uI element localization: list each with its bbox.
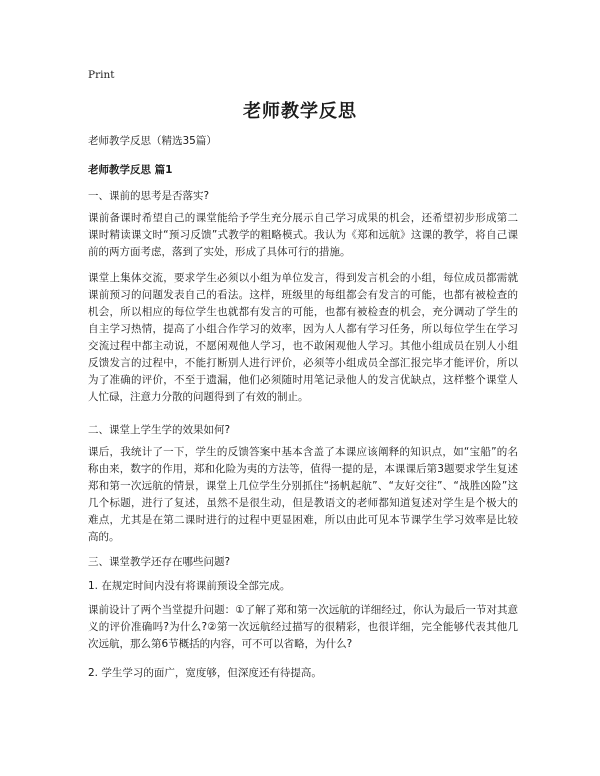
print-label[interactable]: Print — [88, 69, 115, 81]
list-item-1: 1. 在规定时间内没有将课前预设全部完成。 — [88, 580, 291, 592]
paragraph-1: 课前备课时希望自己的课堂能给予学生充分展示自己学习成果的机会，还希望初步形成第二课时精读课文时“预习反馈”式教学的粗略模式。我认为《郑和远航》这课的教学，将自己课前的两方面考虑，落到了实处，形成了具体可行的措施。 — [88, 212, 518, 258]
section-heading: 老师教学反思 篇1 — [88, 164, 173, 176]
question-heading-1: 一、课前的思考是否落实? — [88, 190, 210, 202]
paragraph-4: 课前设计了两个当堂提升问题：①了解了郑和第一次远航的详细经过，你认为最后一节对其意义的评价准确吗?为什么?②第一次远航经过描写的很精彩，也很详细，完全能够代表其他几次远航，那么第6节概括的内容，可不可以省略，为什么? — [88, 604, 518, 650]
question-heading-3: 三、课堂教学还存在哪些问题? — [88, 556, 231, 568]
document-subtitle: 老师教学反思（精选35篇） — [88, 135, 217, 147]
paragraph-3: 课后，我统计了一下，学生的反馈答案中基本含盖了本课应该阐释的知识点，如“宝船”的名称由来，数字的作用，郑和化险为夷的方法等，值得一提的是，本课课后第3题要求学生复述郑和第一次远航的情景，课堂上几位学生分别抓住“扬帆起航”、“友好交往”、“战胜凶险”这几个标题，进行了复述，虽然不是很生动，但是教语文的老师都知道复述对学生是个极大的难点，尤其是在第二课时进行的过程中更显困难，所以由此可见本节课学生学习效率是比较高的。 — [88, 446, 518, 543]
paragraph-2: 课堂上集体交流，要求学生必须以小组为单位发言，得到发言机会的小组，每位成员都需就课前预习的问题发表自己的看法。这样，班级里的每组都会有发言的可能，也都有被检查的机会，所以相应的每位学生也就都有发言的可能，也都有被检查的机会，充分调动了学生的自主学习热情，提高了小组合作学习的效率，因为人人都有学习任务，所以每位学生在学习交流过程中都主动说，不愿闲观他人学习，也不敢闲观他人学习。其他小组成员在别人小组反馈发言的过程中，不能打断别人进行评价，必须等小组成员全部汇报完毕才能评价，所以为了准确的评价，不至于遗漏，他们必须随时用笔记录他人的发言优缺点，这样整个课堂人人忙碌，注意力分散的问题得到了有效的制止。 — [88, 272, 518, 403]
page-title: 老师教学反思 — [243, 101, 357, 122]
question-heading-2: 二、课堂上学生学的效果如何? — [88, 424, 231, 436]
list-item-2: 2. 学生学习的面广，宽度够，但深度还有待提高。 — [88, 667, 322, 679]
